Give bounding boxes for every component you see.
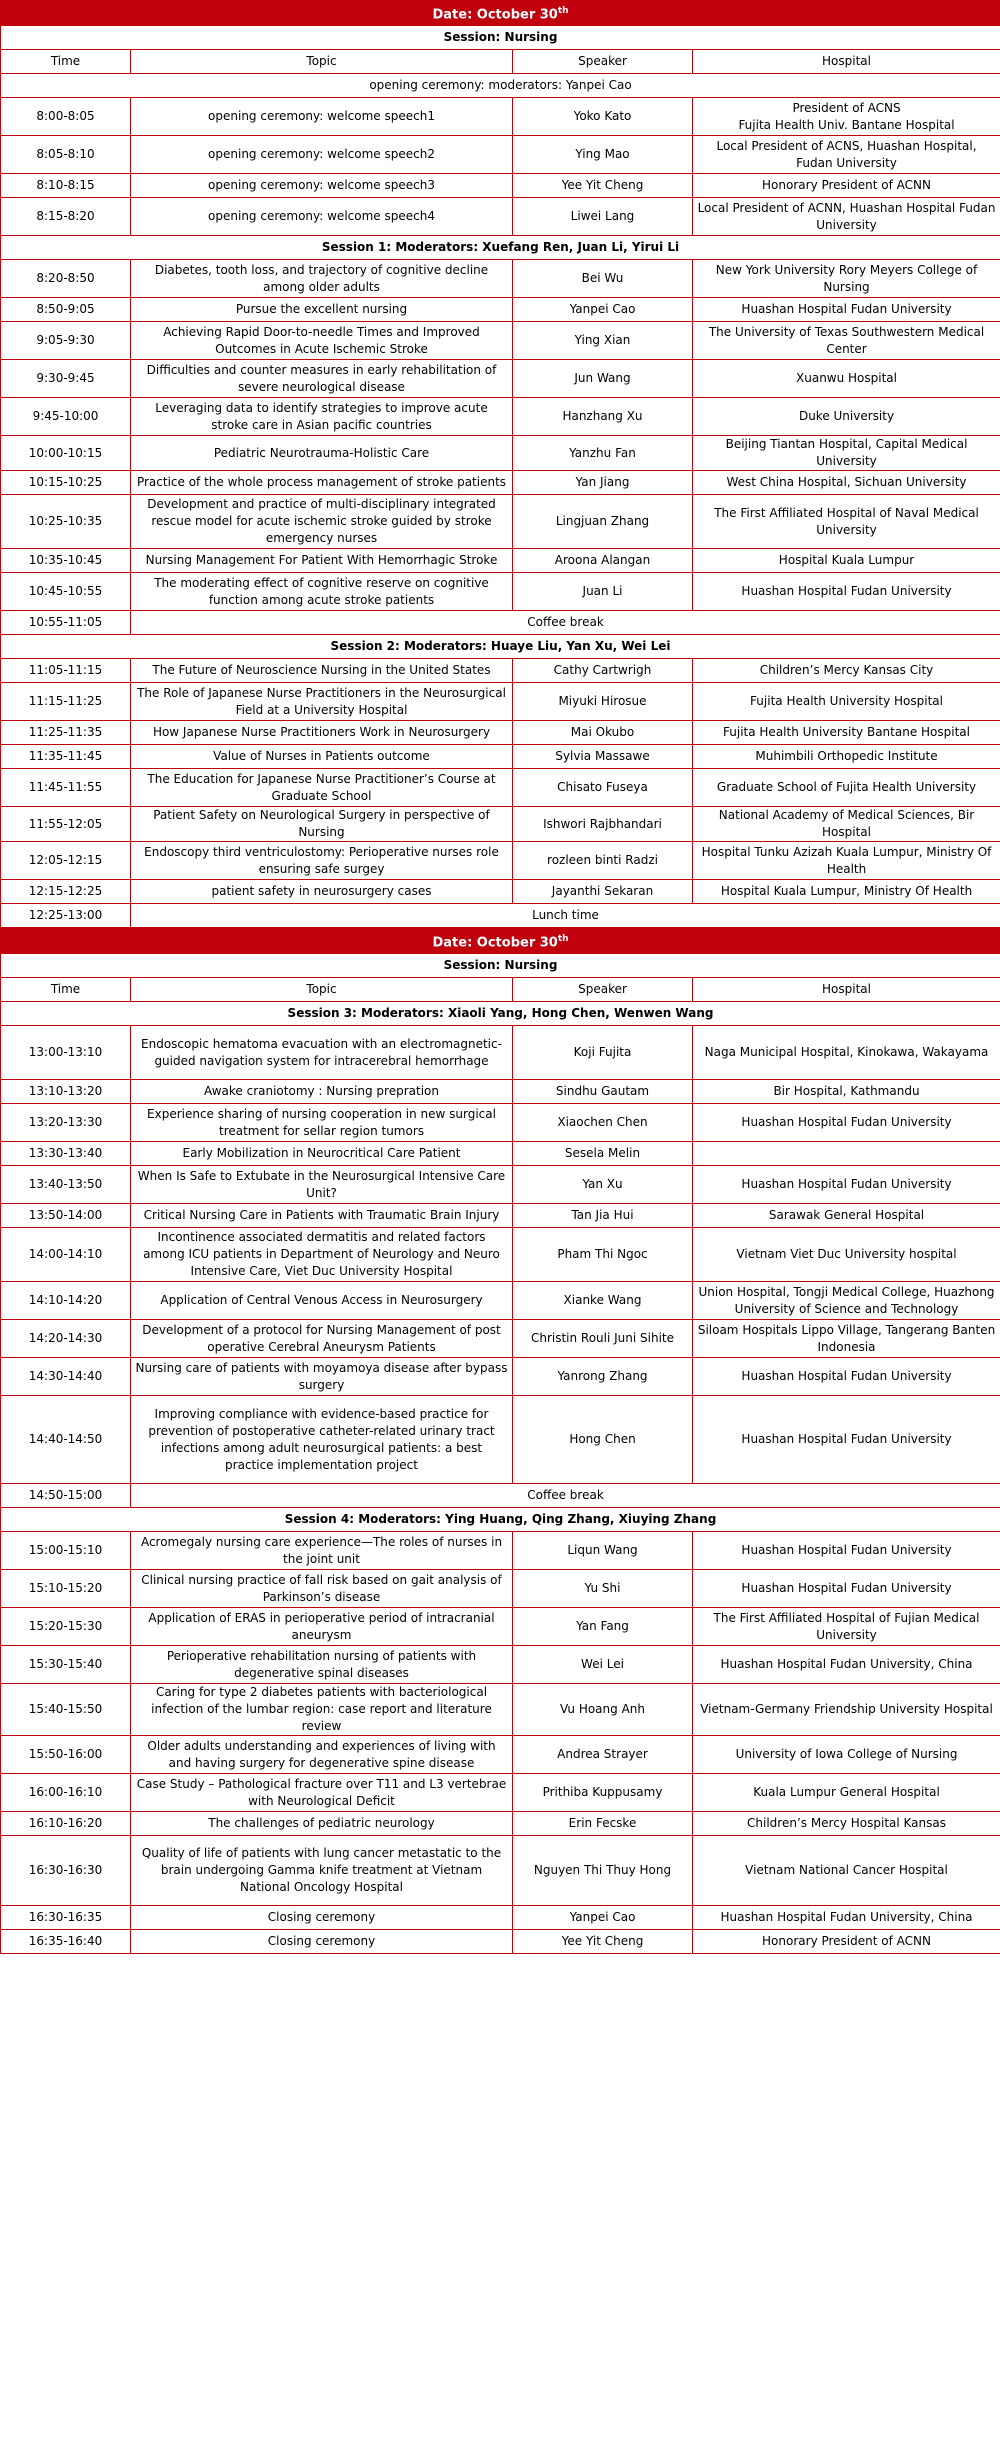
session-title-row xyxy=(1,954,1000,978)
hospital-cell: Vietnam Viet Duc University hospital xyxy=(693,1228,1000,1282)
time-cell: 11:45-11:55 xyxy=(1,769,131,807)
date-banner xyxy=(1,929,1000,954)
time-cell: 15:30-15:40 xyxy=(1,1646,131,1684)
speaker-cell: Ying Xian xyxy=(513,322,693,360)
speaker-cell: Cathy Cartwrigh xyxy=(513,659,693,683)
speaker-cell: Bei Wu xyxy=(513,260,693,298)
time-cell: 8:50-9:05 xyxy=(1,298,131,322)
schedule-row xyxy=(1,683,1000,721)
topic-cell: How Japanese Nurse Practitioners Work in Neurosurgery xyxy=(131,721,513,745)
topic-cell: Awake craniotomy : Nursing prepration xyxy=(131,1080,513,1104)
schedule-row xyxy=(1,471,1000,495)
session-title: Session: Nursing xyxy=(1,26,1000,50)
hospital-cell: Huashan Hospital Fudan University xyxy=(693,573,1000,611)
topic-cell: Value of Nurses in Patients outcome xyxy=(131,745,513,769)
time-cell: 14:50-15:00 xyxy=(1,1484,131,1508)
hospital-cell: Kuala Lumpur General Hospital xyxy=(693,1774,1000,1812)
topic-cell: opening ceremony: welcome speech4 xyxy=(131,198,513,236)
speaker-cell: Yanrong Zhang xyxy=(513,1358,693,1396)
schedule-table xyxy=(0,0,1000,928)
time-cell: 9:05-9:30 xyxy=(1,322,131,360)
time-cell: 13:30-13:40 xyxy=(1,1142,131,1166)
hospital-cell: Bir Hospital, Kathmandu xyxy=(693,1080,1000,1104)
time-cell: 8:05-8:10 xyxy=(1,136,131,174)
time-cell: 14:00-14:10 xyxy=(1,1228,131,1282)
schedule-row xyxy=(1,880,1000,904)
topic-cell: opening ceremony: welcome speech3 xyxy=(131,174,513,198)
schedule-row xyxy=(1,1736,1000,1774)
schedule-row xyxy=(1,360,1000,398)
time-cell: 10:15-10:25 xyxy=(1,471,131,495)
hospital-cell: West China Hospital, Sichuan University xyxy=(693,471,1000,495)
time-cell: 13:50-14:00 xyxy=(1,1204,131,1228)
schedule-row xyxy=(1,1608,1000,1646)
topic-cell: Early Mobilization in Neurocritical Care Patient xyxy=(131,1142,513,1166)
time-cell: 14:40-14:50 xyxy=(1,1396,131,1484)
time-cell: 16:30-16:35 xyxy=(1,1906,131,1930)
schedule-row xyxy=(1,436,1000,471)
topic-cell: patient safety in neurosurgery cases xyxy=(131,880,513,904)
header-speaker: Speaker xyxy=(513,978,693,1002)
hospital-cell: University of Iowa College of Nursing xyxy=(693,1736,1000,1774)
schedule-row xyxy=(1,495,1000,549)
topic-cell: The moderating effect of cognitive reserve on cognitive function among acute stroke patients xyxy=(131,573,513,611)
schedule-row xyxy=(1,1320,1000,1358)
break-label: Coffee break xyxy=(131,611,1000,635)
time-cell: 10:45-10:55 xyxy=(1,573,131,611)
session-heading: Session 4: Moderators: Ying Huang, Qing Zhang, Xiuying Zhang xyxy=(1,1508,1000,1532)
schedule-row xyxy=(1,1812,1000,1836)
topic-cell: The Future of Neuroscience Nursing in the United States xyxy=(131,659,513,683)
header-time: Time xyxy=(1,978,131,1002)
hospital-cell: Naga Municipal Hospital, Kinokawa, Wakayama xyxy=(693,1026,1000,1080)
speaker-cell: Aroona Alangan xyxy=(513,549,693,573)
time-cell: 16:00-16:10 xyxy=(1,1774,131,1812)
topic-cell: Incontinence associated dermatitis and related factors among ICU patients in Department of Neurology and Neuro Intensive Care, Viet Duc University Hospital xyxy=(131,1228,513,1282)
speaker-cell: Hanzhang Xu xyxy=(513,398,693,436)
schedule-row xyxy=(1,1166,1000,1204)
topic-cell: Closing ceremony xyxy=(131,1906,513,1930)
time-cell: 15:50-16:00 xyxy=(1,1736,131,1774)
speaker-cell: Juan Li xyxy=(513,573,693,611)
time-cell: 12:05-12:15 xyxy=(1,842,131,880)
session-heading-row xyxy=(1,635,1000,659)
speaker-cell: Ishwori Rajbhandari xyxy=(513,807,693,842)
speaker-cell: Yu Shi xyxy=(513,1570,693,1608)
schedule-row xyxy=(1,1142,1000,1166)
speaker-cell: Yan Xu xyxy=(513,1166,693,1204)
speaker-cell: Xiaochen Chen xyxy=(513,1104,693,1142)
column-header-row xyxy=(1,50,1000,74)
time-cell: 16:30-16:30 xyxy=(1,1836,131,1906)
hospital-cell: Xuanwu Hospital xyxy=(693,360,1000,398)
schedule-row xyxy=(1,1080,1000,1104)
time-cell: 11:15-11:25 xyxy=(1,683,131,721)
hospital-cell: The First Affiliated Hospital of Fujian Medical University xyxy=(693,1608,1000,1646)
time-cell: 11:05-11:15 xyxy=(1,659,131,683)
time-cell: 11:55-12:05 xyxy=(1,807,131,842)
topic-cell: Pursue the excellent nursing xyxy=(131,298,513,322)
speaker-cell: Xianke Wang xyxy=(513,1282,693,1320)
date-suffix: th xyxy=(557,933,569,944)
time-cell: 14:30-14:40 xyxy=(1,1358,131,1396)
speaker-cell: Vu Hoang Anh xyxy=(513,1684,693,1736)
time-cell: 15:00-15:10 xyxy=(1,1532,131,1570)
topic-cell: Endoscopy third ventriculostomy: Perioperative nurses role ensuring safe surgey xyxy=(131,842,513,880)
hospital-cell: Muhimbili Orthopedic Institute xyxy=(693,745,1000,769)
schedule-row xyxy=(1,1204,1000,1228)
schedule-row xyxy=(1,298,1000,322)
schedule-row xyxy=(1,769,1000,807)
topic-cell: opening ceremony: welcome speech1 xyxy=(131,98,513,136)
hospital-cell: Hospital Tunku Azizah Kuala Lumpur, Ministry Of Health xyxy=(693,842,1000,880)
schedule-row xyxy=(1,1358,1000,1396)
schedule-row xyxy=(1,1532,1000,1570)
schedule-row xyxy=(1,659,1000,683)
time-cell: 15:10-15:20 xyxy=(1,1570,131,1608)
schedule-row xyxy=(1,260,1000,298)
session-heading: Session 3: Moderators: Xiaoli Yang, Hong Chen, Wenwen Wang xyxy=(1,1002,1000,1026)
hospital-cell: National Academy of Medical Sciences, Bir Hospital xyxy=(693,807,1000,842)
time-cell: 8:00-8:05 xyxy=(1,98,131,136)
hospital-cell: Beijing Tiantan Hospital, Capital Medical University xyxy=(693,436,1000,471)
schedule-row xyxy=(1,721,1000,745)
schedule-table xyxy=(0,928,1000,1954)
topic-cell: Application of Central Venous Access in Neurosurgery xyxy=(131,1282,513,1320)
break-row xyxy=(1,74,1000,98)
topic-cell: The Education for Japanese Nurse Practitioner’s Course at Graduate School xyxy=(131,769,513,807)
hospital-cell: Fujita Health University Bantane Hospital xyxy=(693,721,1000,745)
speaker-cell: Jun Wang xyxy=(513,360,693,398)
header-hospital: Hospital xyxy=(693,978,1000,1002)
speaker-cell: rozleen binti Radzi xyxy=(513,842,693,880)
time-cell: 13:00-13:10 xyxy=(1,1026,131,1080)
topic-cell: Development of a protocol for Nursing Management of post operative Cerebral Aneurysm Patients xyxy=(131,1320,513,1358)
time-cell: 9:45-10:00 xyxy=(1,398,131,436)
topic-cell: The challenges of pediatric neurology xyxy=(131,1812,513,1836)
speaker-cell: Yanzhu Fan xyxy=(513,436,693,471)
header-hospital: Hospital xyxy=(693,50,1000,74)
topic-cell: Difficulties and counter measures in early rehabilitation of severe neurological disease xyxy=(131,360,513,398)
session-heading: Session 1: Moderators: Xuefang Ren, Juan Li, Yirui Li xyxy=(1,236,1000,260)
hospital-cell: Huashan Hospital Fudan University xyxy=(693,1358,1000,1396)
topic-cell: Nursing care of patients with moyamoya disease after bypass surgery xyxy=(131,1358,513,1396)
topic-cell: Leveraging data to identify strategies to improve acute stroke care in Asian pacific countries xyxy=(131,398,513,436)
column-header-row xyxy=(1,978,1000,1002)
speaker-cell: Ying Mao xyxy=(513,136,693,174)
speaker-cell: Yanpei Cao xyxy=(513,1906,693,1930)
hospital-cell: Children’s Mercy Kansas City xyxy=(693,659,1000,683)
hospital-cell: Children’s Mercy Hospital Kansas xyxy=(693,1812,1000,1836)
time-cell: 15:20-15:30 xyxy=(1,1608,131,1646)
speaker-cell: Tan Jia Hui xyxy=(513,1204,693,1228)
time-cell: 10:00-10:15 xyxy=(1,436,131,471)
topic-cell: Clinical nursing practice of fall risk based on gait analysis of Parkinson’s disease xyxy=(131,1570,513,1608)
topic-cell: Quality of life of patients with lung cancer metastatic to the brain undergoing Gamma knife treatment at Vietnam National Oncology Hospital xyxy=(131,1836,513,1906)
hospital-cell xyxy=(693,1142,1000,1166)
speaker-cell: Yan Jiang xyxy=(513,471,693,495)
speaker-cell: Yoko Kato xyxy=(513,98,693,136)
speaker-cell: Sindhu Gautam xyxy=(513,1080,693,1104)
speaker-cell: Mai Okubo xyxy=(513,721,693,745)
time-cell: 16:35-16:40 xyxy=(1,1930,131,1954)
time-cell: 13:20-13:30 xyxy=(1,1104,131,1142)
hospital-cell: Huashan Hospital Fudan University, China xyxy=(693,1906,1000,1930)
topic-cell: Caring for type 2 diabetes patients with bacteriological infection of the lumbar region: case report and literature review xyxy=(131,1684,513,1736)
date-row xyxy=(1,1,1000,26)
hospital-cell: Sarawak General Hospital xyxy=(693,1204,1000,1228)
date-label: Date: October 30 xyxy=(432,7,558,23)
schedule-row xyxy=(1,174,1000,198)
header-time: Time xyxy=(1,50,131,74)
topic-cell: Case Study – Pathological fracture over T11 and L3 vertebrae with Neurological Deficit xyxy=(131,1774,513,1812)
hospital-cell: Huashan Hospital Fudan University xyxy=(693,1570,1000,1608)
speaker-cell: Prithiba Kuppusamy xyxy=(513,1774,693,1812)
schedule-row xyxy=(1,1646,1000,1684)
session-heading: Session 2: Moderators: Huaye Liu, Yan Xu, Wei Lei xyxy=(1,635,1000,659)
hospital-cell: Huashan Hospital Fudan University xyxy=(693,1396,1000,1484)
speaker-cell: Pham Thi Ngoc xyxy=(513,1228,693,1282)
hospital-cell: Siloam Hospitals Lippo Village, Tangerang Banten Indonesia xyxy=(693,1320,1000,1358)
break-label: Lunch time xyxy=(131,904,1000,928)
time-cell: 13:40-13:50 xyxy=(1,1166,131,1204)
topic-cell: Experience sharing of nursing cooperation in new surgical treatment for sellar region tumors xyxy=(131,1104,513,1142)
time-cell: 9:30-9:45 xyxy=(1,360,131,398)
hospital-cell: Honorary President of ACNN xyxy=(693,1930,1000,1954)
schedule-row xyxy=(1,136,1000,174)
schedule-row xyxy=(1,1396,1000,1484)
schedule-row xyxy=(1,1570,1000,1608)
hospital-cell: Fujita Health University Hospital xyxy=(693,683,1000,721)
header-topic: Topic xyxy=(131,50,513,74)
session-heading-row xyxy=(1,1002,1000,1026)
speaker-cell: Andrea Strayer xyxy=(513,1736,693,1774)
speaker-cell: Jayanthi Sekaran xyxy=(513,880,693,904)
speaker-cell: Yan Fang xyxy=(513,1608,693,1646)
hospital-cell: Local President of ACNN, Huashan Hospital Fudan University xyxy=(693,198,1000,236)
speaker-cell: Chisato Fuseya xyxy=(513,769,693,807)
hospital-cell: The University of Texas Southwestern Medical Center xyxy=(693,322,1000,360)
speaker-cell: Sesela Melin xyxy=(513,1142,693,1166)
time-cell: 10:25-10:35 xyxy=(1,495,131,549)
schedule-row xyxy=(1,807,1000,842)
topic-cell: opening ceremony: welcome speech2 xyxy=(131,136,513,174)
topic-cell: Nursing Management For Patient With Hemorrhagic Stroke xyxy=(131,549,513,573)
topic-cell: Diabetes, tooth loss, and trajectory of cognitive decline among older adults xyxy=(131,260,513,298)
speaker-cell: Sylvia Massawe xyxy=(513,745,693,769)
topic-cell: Critical Nursing Care in Patients with Traumatic Brain Injury xyxy=(131,1204,513,1228)
schedule-row xyxy=(1,98,1000,136)
topic-cell: Closing ceremony xyxy=(131,1930,513,1954)
break-row xyxy=(1,611,1000,635)
date-label: Date: October 30 xyxy=(432,935,558,951)
hospital-cell: Huashan Hospital Fudan University, China xyxy=(693,1646,1000,1684)
hospital-cell: Huashan Hospital Fudan University xyxy=(693,298,1000,322)
time-cell: 10:55-11:05 xyxy=(1,611,131,635)
schedule-row xyxy=(1,1684,1000,1736)
date-banner xyxy=(1,1,1000,26)
break-label: Coffee break xyxy=(131,1484,1000,1508)
schedule-row xyxy=(1,1774,1000,1812)
schedule-row xyxy=(1,198,1000,236)
session-heading-row xyxy=(1,1508,1000,1532)
time-cell: 12:25-13:00 xyxy=(1,904,131,928)
time-cell: 8:15-8:20 xyxy=(1,198,131,236)
speaker-cell: Lingjuan Zhang xyxy=(513,495,693,549)
speaker-cell: Erin Fecske xyxy=(513,1812,693,1836)
topic-cell: Improving compliance with evidence-based practice for prevention of postoperative catheter-related urinary tract infections among adult neurosurgical patients: a best practice implementation project xyxy=(131,1396,513,1484)
break-row xyxy=(1,1484,1000,1508)
time-cell: 12:15-12:25 xyxy=(1,880,131,904)
topic-cell: Older adults understanding and experiences of living with and having surgery for degenerative spine disease xyxy=(131,1736,513,1774)
hospital-cell: Vietnam-Germany Friendship University Hospital xyxy=(693,1684,1000,1736)
topic-cell: When Is Safe to Extubate in the Neurosurgical Intensive Care Unit? xyxy=(131,1166,513,1204)
date-suffix: th xyxy=(557,5,569,16)
speaker-cell: Wei Lei xyxy=(513,1646,693,1684)
topic-cell: Perioperative rehabilitation nursing of patients with degenerative spinal diseases xyxy=(131,1646,513,1684)
schedule-row xyxy=(1,573,1000,611)
hospital-cell: Huashan Hospital Fudan University xyxy=(693,1166,1000,1204)
topic-cell: Endoscopic hematoma evacuation with an electromagnetic-guided navigation system for intracerebral hemorrhage xyxy=(131,1026,513,1080)
time-cell: 11:35-11:45 xyxy=(1,745,131,769)
schedule-row xyxy=(1,549,1000,573)
time-cell: 13:10-13:20 xyxy=(1,1080,131,1104)
speaker-cell: Yee Yit Cheng xyxy=(513,174,693,198)
date-row xyxy=(1,929,1000,954)
hospital-cell: Hospital Kuala Lumpur, Ministry Of Health xyxy=(693,880,1000,904)
break-row xyxy=(1,904,1000,928)
header-topic: Topic xyxy=(131,978,513,1002)
schedule-row xyxy=(1,745,1000,769)
session-heading-row xyxy=(1,236,1000,260)
topic-cell: Practice of the whole process management of stroke patients xyxy=(131,471,513,495)
speaker-cell: Yanpei Cao xyxy=(513,298,693,322)
time-cell: 15:40-15:50 xyxy=(1,1684,131,1736)
hospital-cell: Graduate School of Fujita Health University xyxy=(693,769,1000,807)
hospital-cell: Vietnam National Cancer Hospital xyxy=(693,1836,1000,1906)
session-title: Session: Nursing xyxy=(1,954,1000,978)
speaker-cell: Yee Yit Cheng xyxy=(513,1930,693,1954)
topic-cell: Patient Safety on Neurological Surgery in perspective of Nursing xyxy=(131,807,513,842)
speaker-cell: Liqun Wang xyxy=(513,1532,693,1570)
schedule-row xyxy=(1,1836,1000,1906)
schedule-row xyxy=(1,322,1000,360)
time-cell: 8:10-8:15 xyxy=(1,174,131,198)
hospital-cell: Honorary President of ACNN xyxy=(693,174,1000,198)
hospital-cell: Huashan Hospital Fudan University xyxy=(693,1532,1000,1570)
hospital-cell: Hospital Kuala Lumpur xyxy=(693,549,1000,573)
schedule-row xyxy=(1,1906,1000,1930)
hospital-cell: Local President of ACNS, Huashan Hospital, Fudan University xyxy=(693,136,1000,174)
topic-cell: Achieving Rapid Door-to-needle Times and Improved Outcomes in Acute Ischemic Stroke xyxy=(131,322,513,360)
schedule-row xyxy=(1,1104,1000,1142)
header-speaker: Speaker xyxy=(513,50,693,74)
topic-cell: Acromegaly nursing care experience—The roles of nurses in the joint unit xyxy=(131,1532,513,1570)
schedule-row xyxy=(1,842,1000,880)
hospital-cell: President of ACNS Fujita Health Univ. Bantane Hospital xyxy=(693,98,1000,136)
schedule-row xyxy=(1,1930,1000,1954)
speaker-cell: Miyuki Hirosue xyxy=(513,683,693,721)
schedule-row xyxy=(1,1228,1000,1282)
hospital-cell: Huashan Hospital Fudan University xyxy=(693,1104,1000,1142)
speaker-cell: Liwei Lang xyxy=(513,198,693,236)
speaker-cell: Koji Fujita xyxy=(513,1026,693,1080)
schedule-row xyxy=(1,1282,1000,1320)
speaker-cell: Christin Rouli Juni Sihite xyxy=(513,1320,693,1358)
schedule-row xyxy=(1,1026,1000,1080)
ceremony-moderators: opening ceremony: moderators: Yanpei Cao xyxy=(1,74,1000,98)
time-cell: 14:20-14:30 xyxy=(1,1320,131,1358)
time-cell: 14:10-14:20 xyxy=(1,1282,131,1320)
hospital-cell: The First Affiliated Hospital of Naval Medical University xyxy=(693,495,1000,549)
hospital-cell: Duke University xyxy=(693,398,1000,436)
session-title-row xyxy=(1,26,1000,50)
topic-cell: Pediatric Neurotrauma-Holistic Care xyxy=(131,436,513,471)
hospital-cell: Union Hospital, Tongji Medical College, Huazhong University of Science and Technology xyxy=(693,1282,1000,1320)
schedule-row xyxy=(1,398,1000,436)
speaker-cell: Nguyen Thi Thuy Hong xyxy=(513,1836,693,1906)
topic-cell: Application of ERAS in perioperative period of intracranial aneurysm xyxy=(131,1608,513,1646)
speaker-cell: Hong Chen xyxy=(513,1396,693,1484)
topic-cell: Development and practice of multi-disciplinary integrated rescue model for acute ischemic stroke guided by stroke emergency nurses xyxy=(131,495,513,549)
hospital-cell: New York University Rory Meyers College of Nursing xyxy=(693,260,1000,298)
topic-cell: The Role of Japanese Nurse Practitioners in the Neurosurgical Field at a University Hospital xyxy=(131,683,513,721)
time-cell: 11:25-11:35 xyxy=(1,721,131,745)
time-cell: 8:20-8:50 xyxy=(1,260,131,298)
time-cell: 16:10-16:20 xyxy=(1,1812,131,1836)
time-cell: 10:35-10:45 xyxy=(1,549,131,573)
